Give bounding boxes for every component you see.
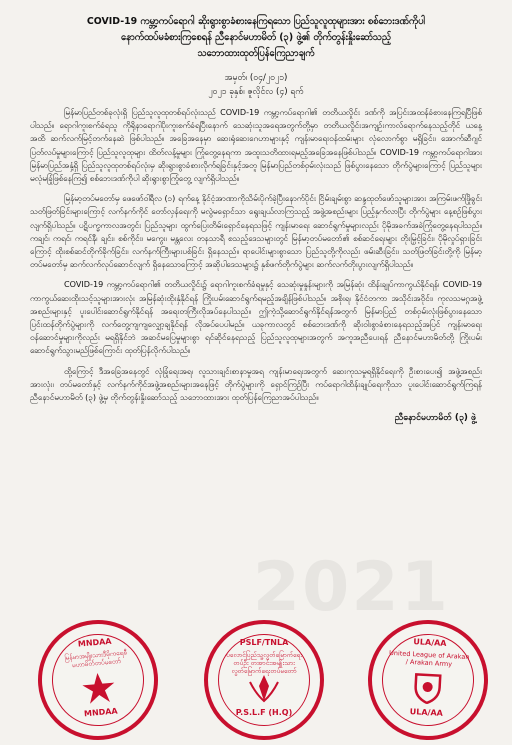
signature: ညီနောင်မဟာမိတ် (၃) ဖွဲ့ [394,413,476,424]
seal-ula-aa [365,617,491,743]
document-meta [30,71,482,99]
seal-bottom-text: P.S.L.F (H.Q) [235,708,293,717]
seal-text: United League of Arakan / Arakan Army [388,648,470,669]
wreath-emblem-icon [246,672,282,704]
document-title [30,14,482,62]
seal-code: MNDAA [77,636,112,649]
seal-bottom-text: ULA/AA [409,707,444,718]
seal-text: မြန်မာအမျိုးသားဒီမိုကရေစီ မဟာမိတ်တပ်မတော် [64,648,128,670]
seal-code: PSLF/TNLA [239,638,289,647]
seal-code: ULA/AA [413,637,447,648]
seals-row [28,618,484,719]
paragraph-1: မြန်မာပြည်တစ်ခုလုံးရှိ ပြည်သူလူထုတစ်ရပ်လုံးသည် COVID-19 ကမ္ဘာ့ကပ်ရောဂါ၏ တတိယလှိုင်း ဒဏ်ကို အပြင်းအထန်ခံစားနေကြရပြီဖြစ်ပါသည်။ ရောဂါကူးစက်ခံရသူ ကိုရိုနာရောဂါပိုးကူးစက်ခံရပြီးနောက် သေဆုံးသူအရေအတွက်တို့မှာ တတိယလှိုင်းအကျဉ်းကာလ်ရောက်နေသည့်တိုင် ယနေ့အထိ ဆက်လက်မြင့်တက်နေဆဲ ဖြစ်ပါသည်။ အခြေအနေမှာ ဆေးရုံဆေးဂေဟာများနှင့် ကျန်းမာရေးဝန်ထမ်းများ လုံလောက်စွာ မရှိခြင်း၊ အောက်ဆီဂျင်ပြတ်လပ်မှုများကြောင့် ပြည်သူလူထုများ ထိတ်လန့်မှုများ ကြုံတွေ့နေရကာ အထူးသတိထားရမည့်အခြေအနေဖြစ်ပါသည်။ COVID-19 ကမ္ဘာ့ကပ်ရောဂါအား မြန်မာပြည်အနှံ့ရှိ ပြည်သူလူထုတစ်ရပ်လုံးမှ ဆိုးရွားစွာခံစားလိုက်ရခြင်းနှင့်အတူ မြန်မာပြည်တစ်ဝှမ်းလုံးသည် ဖြစ်ပွားနေသော တိုက်ပွဲများကြောင့် ပြည်သူများ မလုံမခြုံဖြစ်နေကြ၍ စစ်ဘေးဒဏ်ကိုပါ ဆိုးရွားစွာကြုံတွေ့ လျက်ရှိပါသည်။ [30,107,482,184]
shield-emblem-icon [409,671,447,705]
paragraph-4: ထို့ကြောင့် ဒီအခြေအနေတွင် လုံခြုံရေးအရ၊ လူသားချင်းစာနာမှုအရ ကျန်းမာရေးအတွက် ဆေးကုသမှုရရှိနိုင်ရေးကို ဦးစားပေး၍ အဖွဲ့အစည်းအားလုံး၊ တပ်မတော်နှင့် လက်နက်ကိုင်အဖွဲ့အစည်းများအနေဖြင့် တိုက်ပွဲများကို ရှောင်ကြဉ်ပြီး ကပ်ရောဂါထိန်းချုပ်ရေးကိုသာ ပူးပေါင်းဆောင်ရွက်ကြရန် ညီနောင်မဟာမိတ် (၃) ဖွဲ့မှ တိုက်တွန်းနှိုးဆော်သည့် သဘောထားအား ထုတ်ပြန်ကြေညာအပ်ပါသည်။ [30,365,482,403]
star-emblem-icon [79,670,118,705]
seal-text: ပလောင်ပြည်သူ့လွတ်မြောက်ရေးတပ်ဦး တအာင်းအမျိုးသားလွတ်မြောက်ရေးတပ်မတော် [226,651,302,675]
title-line-3: သဘောထားထုတ်ပြန်ကြေညာချက် [197,48,315,59]
date-watermark: 2021 [252,548,450,627]
paragraph-2: မြန်မာ့တပ်မတော်မှ ဖေဖော်ဝါရီလ (၁) ရက်နေ့ နိုင်ငံ့အာဏာကိုသိမ်းပိုက်ခဲ့ပြီးနောက်ပိုင်း ငြိမ်းချမ်းစွာ ဆန္ဒထုတ်ဖော်သူများအား အကြမ်းဖက်ဖြိုခွင်းသတ်ဖြတ်ခြင်းများကြောင့် လက်နက်ကိုင် တော်လှန်ရေးကို မလွဲမရှောင်သာ ရွေးချယ်လာကြသည့် အဖွဲ့အစည်းများ ပြည့်နှက်လာပြီး တိုက်ပွဲများ နေ့စဉ်ဖြစ်ပွားလျက်ရှိပါသည်။ ပဋိပက္ခကာလအတွင်း ပြည်သူများ ထွက်ပြေးတိမ်းရှောင်နေရသဖြင့် ကျန်းမာရေး ဆောင်ရွက်မှုများလည်း ပိုမိုအခက်အခဲကြုံတွေ့နေရပါသည်။ ကချင်၊ ကရင်၊ ကရင်နီ၊ ချင်း၊ စစ်ကိုင်း၊ မကွေး၊ မန္တလေး တနသာရီ စသည့်ဒေသများတွင် မြန်မာ့တပ်မတော်၏ စစ်ဆင်ရေးများ တိုးမြှင့်ခြင်း၊ ပိုမိုလှုပ်ရှားခြင်းကြောင့် ထိုးစစ်ဆင်တိုက်ခိုက်ခြင်း၊ လက်နက်ကြီးများပစ်ခြင်း ရှိနေသည်။ ရာပေါင်းများစွာသော ပြည်သူတို့ကိုလည်း ဖမ်းဆီးခြင်း၊ သတ်ဖြတ်ခြင်းတို့ကို မြန်မာ့တပ်မတော်မှ ဆက်လက်လုပ်ဆောင်လျက် ရှိနေသောကြောင့် အဆိုပါဒေသများ၌ နှစ်ဖက်တိုက်ပွဲများ ဆက်လက်တိုးပွားလျက်ရှိပါသည်။ [30,193,482,270]
paragraph-3: COVID-19 ကမ္ဘာ့ကပ်ရောဂါ၏ တတိယလှိုင်း၌ ရောဂါကူးစက်ခံရမှုနှင့် သေဆုံးမှုနှုန်းများကို အမြန်ဆုံး ထိန်းချုပ်ကာကွယ်နိုင်ရန်၊ COVID-19 ကာကွယ်ဆေးထိုးသင့်သူများအားလုံး အမြန်ဆုံးထိုးနှံနိုင်ရန် ကြိုးပမ်းဆောင်ရွက်ရမည့်အချိန်ဖြစ်ပါသည်။ အစိုးရ၊ နိုင်ငံတကာ အသိုင်းအဝိုင်း၊ ကုလသမဂ္ဂအဖွဲ့အစည်းများနှင့် ပူးပေါင်းဆောင်ရွက်နိုင်ရန် အရေးတကြီးလိုအပ်နေပါသည်။ ဤကဲ့သို့ဆောင်ရွက်နိုင်ရန်အတွက် မြန်မာပြည် တစ်ဝှမ်းလုံးဖြစ်ပွားနေသော ပြင်းထန်တိုက်ပွဲများကို လက်တွေ့ကျကျလျှော့ချနိုင်ရန် လိုအပ်ပေပါမည်။ ယခုကာလတွင် စစ်ဘေးဒဏ်ကို ဆိုးဝါးစွာခံစားနေရသည့်အပြင် ကျန်းမာရေးဝန်ဆောင်မှုများကိုလည်း မရရှိနိုင်ဘဲ အဆင်မပြေမှုများစွာ ရင်ဆိုင်နေရသည့် ပြည်သူလူထုများအတွက် အကူအညီပေးရန် ညီနောင်မဟာမိတ်တို့ ကြိုးပမ်းဆောင်ရွက်သွားမည်ဖြစ်ကြောင်း ထုတ်ပြန်လိုက်ပါသည်။ [30,279,482,356]
statement-date: ၂၀၂၁ ခုနှစ်၊ ဇူလိုင်လ (၄) ရက် [208,87,304,97]
seal-pslf-tnla [204,620,324,740]
seal-bottom-text: MNDAA [83,706,119,719]
title-line-1: COVID-19 ကမ္ဘာ့ကပ်ရောဂါ ဆိုးရွားစွာခံစားနေကြရသော ပြည်သူလူထုများအား စစ်ဘေးဒဏ်ကိုပါ [86,16,426,27]
seal-mndaa [33,615,163,745]
title-line-2: နောက်ထပ်မခံစားကြစေရန် ညီနောင်မဟာမိတ် (၃) ဖွဲ့၏ တိုက်တွန်းနှိုးဆော်သည့် [120,32,392,43]
statement-number: အမှတ်၊ (၀၄/၂၀၂၁) [224,73,288,83]
